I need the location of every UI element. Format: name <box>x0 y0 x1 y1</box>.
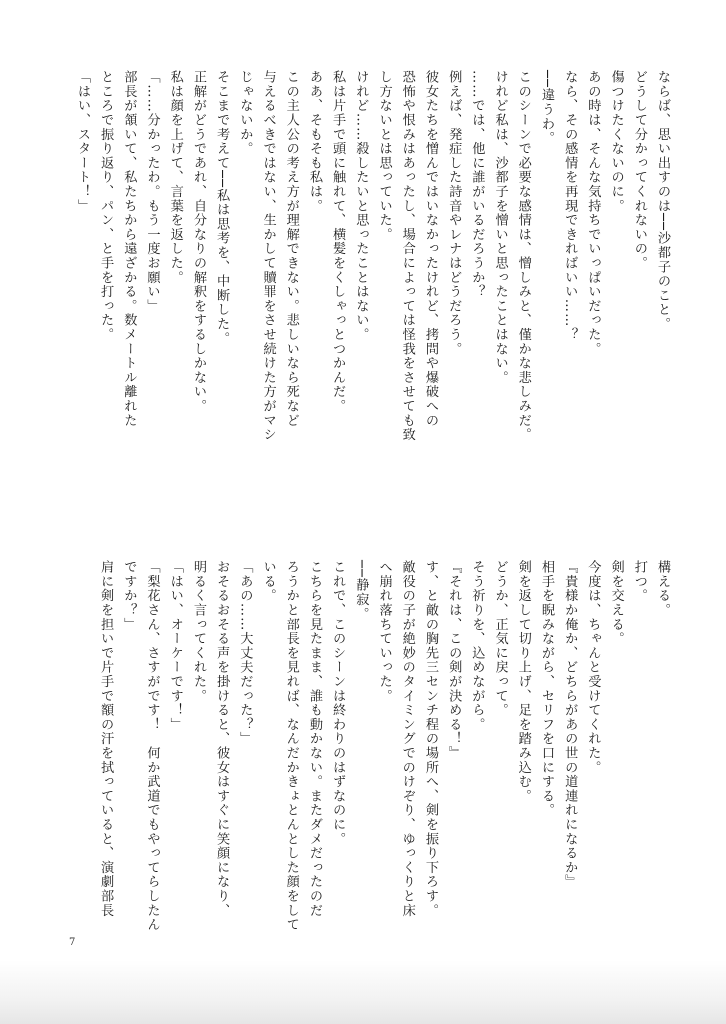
text-line: ──違うわ。 <box>538 70 554 146</box>
text-line: 『貴様か俺か、どちらがあの世の道連れになるか』 <box>562 560 578 889</box>
text-line: 彼女たちを憎んではいなかったけれど、拷問や爆破への <box>422 70 438 428</box>
text-line: 傷つけたくないのに。 <box>608 70 624 213</box>
text-line: ろうかと部長を見れば、なんだかきょとんとした顔をして <box>283 560 299 932</box>
text-line: あの時は、そんな気持ちでいっぱいだった。 <box>585 70 601 356</box>
text-line: 与えるべきではない、生かして贖罪をさせ続けた方がマシ <box>260 70 276 442</box>
text-line: ですか？」 <box>121 560 137 632</box>
text-line: 打つ。 <box>631 560 647 603</box>
text-line: す、と敵の胸先三センチ程の場所へ、剣を振り下ろす。 <box>422 560 438 918</box>
text-line: 『それは、この剣が決める！』 <box>446 560 462 761</box>
text-line: ところで振り返り、パン、と手を打った。 <box>98 70 114 342</box>
text-line: 明るく言ってくれた。 <box>190 560 206 703</box>
text-line: そう祈りを、込めながら。 <box>469 560 485 732</box>
text-line: 「梨花さん、さすがです！ 何か武道でもやってらしたん <box>144 560 160 932</box>
text-line: そこまで考えて──私は思考を、中断した。 <box>214 70 230 346</box>
text-line: 敵役の子が絶妙のタイミングでのけぞり、ゆっくりと床 <box>399 560 415 918</box>
text-line: し方ないとは思っていた。 <box>376 70 392 242</box>
page-number: 7 <box>69 937 76 948</box>
text-line: 正解がどうであれ、自分なりの解釈をするしかない。 <box>190 70 206 414</box>
text-block-upper <box>71 70 674 490</box>
text-line: 「はい、スタート！」 <box>74 70 90 213</box>
text-line: じゃないか。 <box>237 70 253 156</box>
text-line: どうか、正気に戻って。 <box>492 560 508 718</box>
text-line: ああ、そもそも私は。 <box>306 70 322 213</box>
text-line: どうして分かってくれないの。 <box>631 70 647 271</box>
text-line: ならば、思い出すのは──沙都子のこと。 <box>655 70 670 332</box>
text-line: 相手を睨みながら、セリフを口にする。 <box>538 560 554 818</box>
text-line: この主人公の考え方が理解できない。悲しいなら死など <box>283 70 299 428</box>
text-line: 今度は、ちゃんと受けてくれた。 <box>585 560 601 775</box>
text-line: 剣を返して切り上げ、足を踏み込む。 <box>515 560 531 804</box>
text-line: 「はい、オーケーです！」 <box>167 560 183 732</box>
text-line: こちらを見たまま、誰も動かない。またダメだったのだ <box>306 560 322 918</box>
text-line: 私は片手で頭に触れて、横髪をくしゃっとつかんだ。 <box>330 70 346 414</box>
text-line: これで、このシーンは終わりのはずなのに。 <box>330 560 346 846</box>
text-line: このシーンで必要な感情は、憎しみと、僅かな悲しみだ。 <box>515 70 531 442</box>
text-line: なら、その感情を再現できればいい……？ <box>562 70 578 342</box>
text-line: 恐怖や恨みはあったし、場合によっては怪我をさせても致 <box>399 70 415 442</box>
text-block-lower <box>94 560 674 940</box>
text-line: けれど私は、沙都子を憎いと思ったことはない。 <box>492 70 508 385</box>
text-line: ──静寂。 <box>353 560 369 621</box>
text-line: へ崩れ落ちていった。 <box>376 560 392 703</box>
text-line: いる。 <box>260 560 276 603</box>
text-line: おそるおそる声を掛けると、彼女はすぐに笑顔になり、 <box>214 560 230 918</box>
text-line: 部長が頷いて、私たちから遠ざかる。数メートル離れた <box>121 70 137 428</box>
text-line: 例えば、発症した詩音やレナはどうだろう。 <box>446 70 462 356</box>
text-line: 剣を交える。 <box>608 560 624 646</box>
text-line: 私は顔を上げて、言葉を返した。 <box>167 70 183 285</box>
text-line: 「……分かったわ。もう一度お願い」 <box>144 70 160 314</box>
text-line: ……では、他に誰がいるだろうか？ <box>469 70 485 299</box>
text-line: 構える。 <box>655 560 670 618</box>
text-line: 「あの……大丈夫だった？」 <box>237 560 253 746</box>
text-line: 肩に剣を担いで片手で額の汗を拭っていると、演劇部長 <box>98 560 114 918</box>
text-line: けれど……殺したいと思ったことはない。 <box>353 70 369 342</box>
